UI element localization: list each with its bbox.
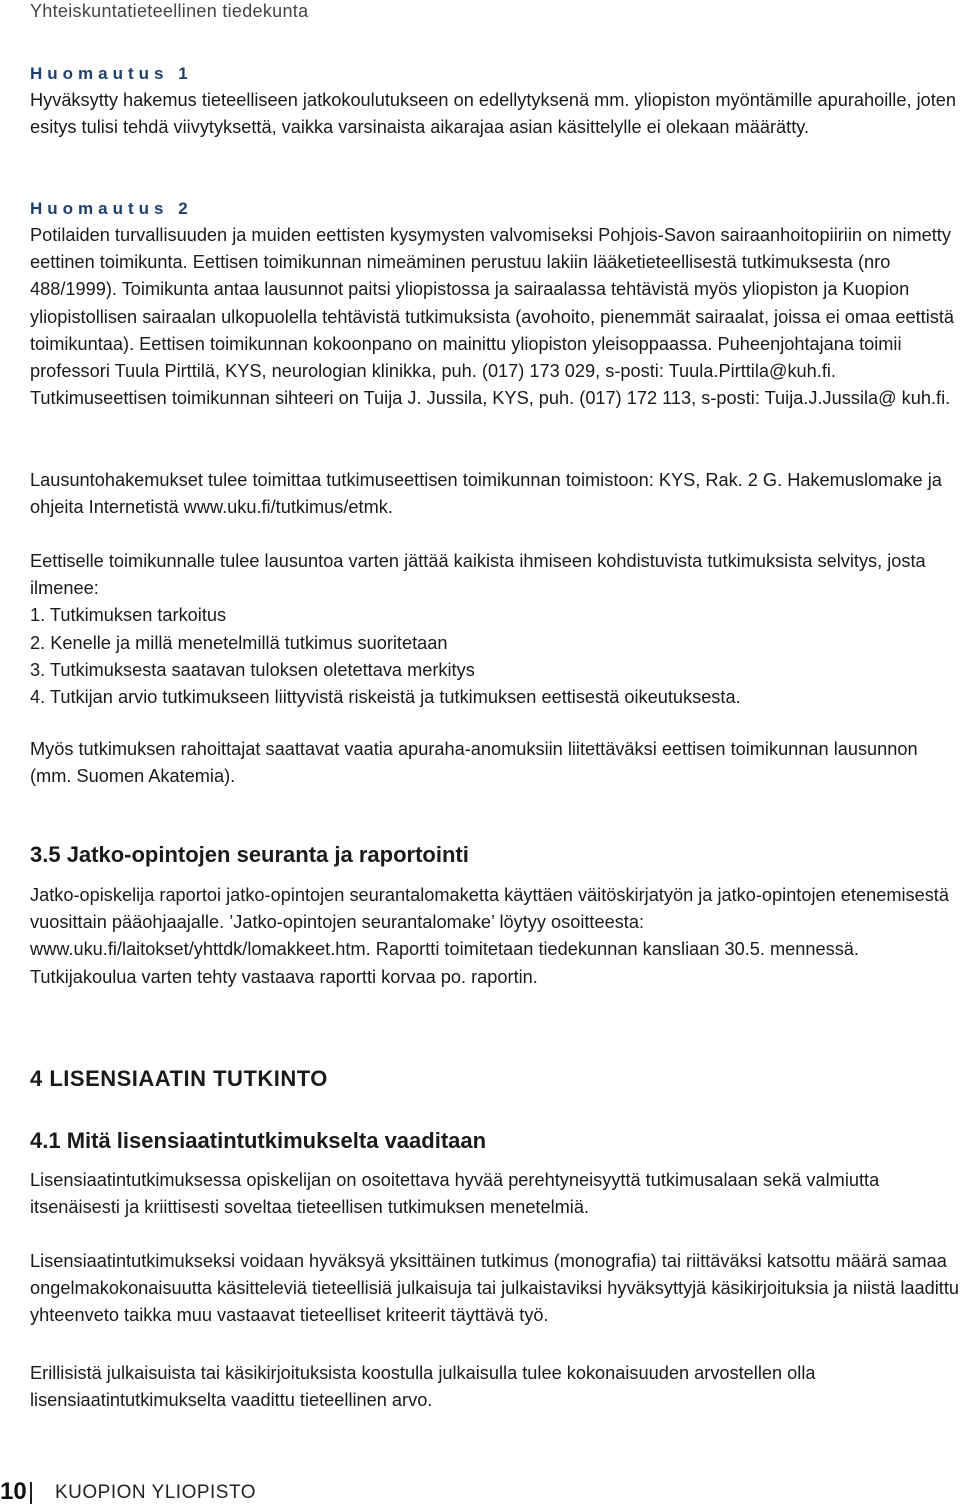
section-4-1-heading: 4.1 Mitä lisensiaatintutkimukselta vaaditaan [30, 1128, 487, 1153]
paragraph-lausunto-text: Lausuntohakemukset tulee toimittaa tutkimuseettisen toimikunnan toimistoon: KYS, Rak. 2 G. Hakemuslomake ja ohjeita Internetistä www.uku.fi/tutkimus/etmk. [30, 470, 942, 518]
paragraph-rahoittajat [30, 736, 960, 790]
note-1-text: Hyväksytty hakemus tieteelliseen jatkokoulutukseen on edellytyksenä mm. yliopiston myöntämille apurahoille, joten esitys tulisi tehdä viivytyksettä, vaikka varsinaista aikarajaa asian käsittelylle ei olekaan määrätty. [30, 90, 957, 138]
page-number: 10 [0, 1478, 27, 1505]
list-item: 1. Tutkimuksen tarkoitus [30, 605, 227, 626]
section-3-5-heading: 3.5 Jatko-opintojen seuranta ja raportointi [30, 842, 469, 867]
note-2-text: Potilaiden turvallisuuden ja muiden eettisten kysymysten valvomiseksi Pohjois-Savon sairaanhoitopiiriin on nimetty eettinen toimikunta. Eettisen toimikunnan nimeäminen perustuu lakiin lääketieteellisestä tutkimuksesta (nro 488/1999). Toimikunta antaa lausunnot paitsi yliopistossa ja sairaalassa tehtävistä myös yliopiston ja Kuopion yliopistollisen sairaalan ulkopuolella tehtävistä tutkimuksista (avohoito, pienemmät sairaalat, joissa ei omaa eettistä toimikuntaa). Eettisen toimikunnan kokoonpano on mainittu yliopiston yleisoppaassa. Puheenjohtajana toimii professori Tuula Pirttilä, KYS, neurologian klinikka, puh. (017) 173 029, s-posti: Tuula.Pirttila@kuh.fi. Tutkimuseettisen toimikunnan sihteeri on Tuija J. Jussila, KYS, puh. (017) 172 113, s-posti: Tuija.J.Jussila@ kuh.fi. [30, 225, 954, 409]
section-4-1-text-3: Erillisistä julkaisuista tai käsikirjoituksista koostulla julkaisulla tulee kokonaisuuden arvostellen olla lisensiaatintutkimukselta vaadittu tieteellinen arvo. [30, 1363, 816, 1411]
list-item: 4. Tutkijan arvio tutkimukseen liittyvistä riskeistä ja tutkimuksen eettisestä oikeutuksesta. [30, 687, 741, 708]
list-item: 3. Tutkimuksesta saatavan tuloksen oletettava merkitys [30, 659, 475, 680]
section-4 [30, 1066, 960, 1092]
section-3-5 [30, 842, 960, 868]
note-1-title: Huomautus 1 [30, 64, 193, 83]
note-2-title: Huomautus 2 [30, 199, 193, 218]
paragraph-lausunto [30, 467, 960, 521]
note-1 [30, 60, 960, 141]
paragraph-rahoittajat-text: Myös tutkimuksen rahoittajat saattavat vaatia apuraha-anomuksiin liitettäväksi eettisen toimikunnan lausunnon (mm. Suomen Akatemia). [30, 739, 918, 787]
section-4-1-para-2 [30, 1248, 960, 1330]
paragraph-eettiselle [30, 548, 960, 711]
section-4-1-para-3 [30, 1360, 960, 1414]
section-3-5-text: Jatko-opiskelija raportoi jatko-opintojen seurantalomaketta käyttäen väitöskirjatyön ja jatko-opintojen etenemisestä vuosittain pääohjaajalle. ’Jatko-opintojen seurantalomake’ löytyy osoitteesta: www.uku.fi/laitokset/yhttdk/lomakkeet.htm. Raportti toimitetaan tiedekunnan kansliaan 30.5. mennessä. Tutkijakoulua varten tehty vastaava raportti korvaa po. raportin. [30, 885, 949, 987]
list-item: 2. Kenelle ja millä menetelmillä tutkimus suoritetaan [30, 632, 448, 653]
section-4-1-para-1 [30, 1167, 960, 1221]
requirements-list [30, 602, 960, 711]
footer-school-name: KUOPION YLIOPISTO [55, 1482, 257, 1503]
running-header: Yhteiskuntatieteellinen tiedekunta [30, 1, 309, 21]
footer-divider [30, 1482, 32, 1504]
section-3-5-body [30, 882, 960, 991]
page-footer [0, 1478, 960, 1508]
section-4-1 [30, 1128, 960, 1154]
section-4-heading: 4 LISENSIAATIN TUTKINTO [30, 1066, 328, 1091]
paragraph-eettiselle-text: Eettiselle toimikunnalle tulee lausuntoa varten jättää kaikista ihmiseen kohdistuvista tutkimuksista selvitys, josta ilmenee: [30, 551, 926, 599]
note-2 [30, 195, 960, 412]
section-4-1-text-1: Lisensiaatintutkimuksessa opiskelijan on osoitettava hyvää perehtyneisyyttä tutkimusalaan sekä valmiutta itsenäisesti ja kriittisesti soveltaa tieteellisen tutkimuksen menetelmiä. [30, 1170, 880, 1218]
section-4-1-text-2: Lisensiaatintutkimukseksi voidaan hyväksyä yksittäinen tutkimus (monografia) tai riittäväksi katsottu määrä samaa ongelmakokonaisuutta käsitteleviä tieteellisiä julkaisuja tai julkaistaviksi hyväksyttyjä käsikirjoituksia ja niistä laadittu yhteenveto taikka muu vastaavat tieteelliset kriteerit täyttävä työ. [30, 1251, 960, 1326]
